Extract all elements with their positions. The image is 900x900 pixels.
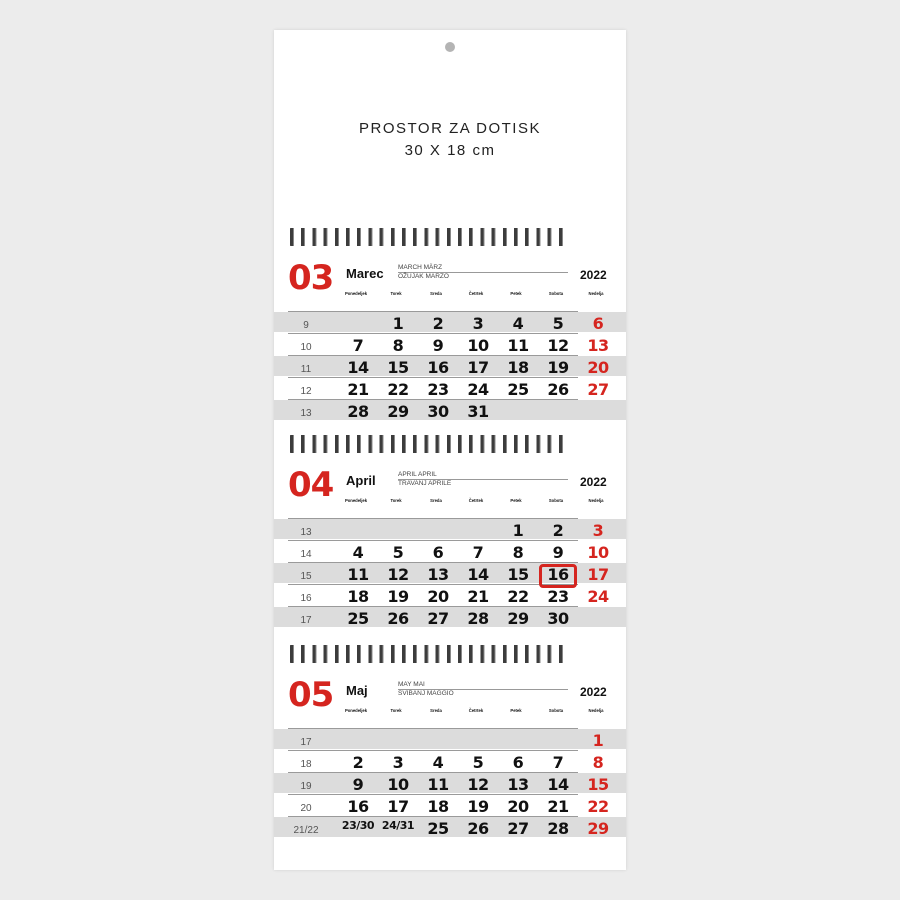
week-number: 18 bbox=[300, 759, 312, 770]
imprint-area bbox=[274, 118, 626, 162]
day-cell[interactable]: 15 bbox=[507, 565, 529, 584]
day-cell[interactable]: 19 bbox=[547, 358, 569, 377]
day-cell[interactable]: 22 bbox=[587, 797, 609, 816]
day-cell[interactable]: 27 bbox=[507, 819, 529, 838]
day-cell[interactable]: 13 bbox=[587, 336, 609, 355]
day-cell[interactable]: 31 bbox=[467, 402, 489, 421]
day-header-label: Sreda bbox=[430, 498, 442, 503]
day-cell[interactable]: 5 bbox=[392, 543, 404, 562]
day-header bbox=[456, 292, 496, 297]
day-cell[interactable]: 26 bbox=[467, 819, 489, 838]
day-cell[interactable]: 27 bbox=[587, 380, 609, 399]
day-header-label: Ponedeljek bbox=[344, 708, 368, 713]
day-cell[interactable]: 18 bbox=[347, 587, 369, 606]
day-header bbox=[536, 709, 576, 714]
day-cell[interactable]: 4 bbox=[352, 543, 364, 562]
day-header-label: Nedelja bbox=[588, 498, 604, 503]
day-cell[interactable]: 21 bbox=[547, 797, 569, 816]
day-cell[interactable]: 6 bbox=[592, 314, 604, 333]
row-divider bbox=[288, 606, 578, 607]
month-translations bbox=[398, 681, 568, 698]
day-header-label: Torek bbox=[390, 291, 402, 296]
week-number: 9 bbox=[303, 320, 309, 331]
day-cell[interactable]: 12 bbox=[387, 565, 409, 584]
day-cell[interactable]: 7 bbox=[552, 753, 564, 772]
highlight-marker bbox=[539, 564, 577, 588]
day-cell[interactable]: 2 bbox=[552, 521, 564, 540]
week-number: 16 bbox=[300, 593, 312, 604]
day-cell[interactable]: 24 bbox=[467, 380, 489, 399]
day-cell[interactable]: 9 bbox=[552, 543, 564, 562]
day-cell[interactable]: 28 bbox=[547, 819, 569, 838]
day-cell[interactable]: 9 bbox=[432, 336, 444, 355]
day-header-label: Četrtek bbox=[468, 291, 484, 296]
day-cell[interactable]: 16 bbox=[347, 797, 369, 816]
day-cell[interactable]: 17 bbox=[387, 797, 409, 816]
day-cell[interactable]: 8 bbox=[512, 543, 524, 562]
row-divider bbox=[288, 311, 578, 312]
day-cell[interactable]: 26 bbox=[547, 380, 569, 399]
month-panel-03 bbox=[274, 238, 626, 421]
day-header bbox=[536, 499, 576, 504]
week-number: 13 bbox=[300, 527, 312, 538]
day-cell[interactable]: 4 bbox=[512, 314, 524, 333]
day-header-label: Torek bbox=[390, 498, 402, 503]
day-header bbox=[496, 499, 536, 504]
day-header bbox=[376, 499, 416, 504]
row-divider bbox=[288, 750, 578, 751]
month-name: Maj bbox=[346, 683, 368, 698]
day-cell[interactable]: 5 bbox=[552, 314, 564, 333]
day-cell[interactable]: 13 bbox=[507, 775, 529, 794]
day-cell[interactable]: 1 bbox=[392, 314, 404, 333]
row-divider bbox=[288, 816, 578, 817]
week-number: 17 bbox=[300, 615, 312, 626]
day-cell[interactable]: 2 bbox=[352, 753, 364, 772]
day-header bbox=[416, 292, 456, 297]
day-cell[interactable]: 18 bbox=[507, 358, 529, 377]
day-cell[interactable]: 22 bbox=[507, 587, 529, 606]
month-translation-1: APRIL APRIL bbox=[398, 471, 568, 480]
day-header bbox=[416, 709, 456, 714]
month-number: 03 bbox=[288, 258, 334, 298]
year-label: 2022 bbox=[580, 475, 607, 489]
day-cell[interactable]: 14 bbox=[467, 565, 489, 584]
day-header-label: Četrtek bbox=[468, 708, 484, 713]
day-cell[interactable]: 1 bbox=[592, 731, 604, 750]
month-number: 05 bbox=[288, 675, 334, 715]
day-cell[interactable]: 15 bbox=[587, 775, 609, 794]
day-header bbox=[456, 709, 496, 714]
week-number: 13 bbox=[300, 408, 312, 419]
year-label: 2022 bbox=[580, 685, 607, 699]
day-cell[interactable]: 8 bbox=[592, 753, 604, 772]
month-translation-1: MAY MAI bbox=[398, 681, 568, 690]
week-number: 15 bbox=[300, 571, 312, 582]
day-header-label: Nedelja bbox=[588, 708, 604, 713]
day-cell[interactable]: 23 bbox=[427, 380, 449, 399]
day-cell[interactable]: 24 bbox=[587, 587, 609, 606]
day-header bbox=[456, 499, 496, 504]
month-panel-05 bbox=[274, 655, 626, 838]
spiral-binding bbox=[288, 435, 568, 453]
day-cell[interactable]: 12 bbox=[547, 336, 569, 355]
day-cell[interactable]: 18 bbox=[427, 797, 449, 816]
day-cell[interactable]: 29 bbox=[587, 819, 609, 838]
day-cell[interactable]: 23 bbox=[547, 587, 569, 606]
day-cell[interactable]: 3 bbox=[392, 753, 404, 772]
day-header-label: Ponedeljek bbox=[344, 291, 368, 296]
day-cell[interactable]: 4 bbox=[432, 753, 444, 772]
month-translation-2: OŽUJAK MARZO bbox=[398, 273, 449, 280]
day-header-label: Torek bbox=[390, 708, 402, 713]
day-cell[interactable]: 15 bbox=[387, 358, 409, 377]
day-cell[interactable]: 6 bbox=[432, 543, 444, 562]
month-translation-2: SVIBANJ MAGGIO bbox=[398, 690, 454, 697]
row-divider bbox=[288, 562, 578, 563]
day-cell[interactable]: 10 bbox=[587, 543, 609, 562]
month-name: April bbox=[346, 473, 376, 488]
day-cell[interactable]: 12 bbox=[467, 775, 489, 794]
day-header bbox=[536, 292, 576, 297]
spiral-binding bbox=[288, 645, 568, 663]
calendar-bottom-strip bbox=[274, 850, 626, 870]
day-cell[interactable]: 20 bbox=[427, 587, 449, 606]
row-divider bbox=[288, 728, 578, 729]
day-cell[interactable]: 17 bbox=[467, 358, 489, 377]
week-number: 10 bbox=[300, 342, 312, 353]
day-cell[interactable]: 22 bbox=[387, 380, 409, 399]
day-cell[interactable]: 11 bbox=[507, 336, 529, 355]
day-header bbox=[376, 292, 416, 297]
day-cell[interactable]: 26 bbox=[387, 609, 409, 628]
row-divider bbox=[288, 333, 578, 334]
row-divider bbox=[288, 794, 578, 795]
week-number: 12 bbox=[300, 386, 312, 397]
day-cell[interactable]: 16 bbox=[427, 358, 449, 377]
day-cell[interactable]: 28 bbox=[347, 402, 369, 421]
row-divider bbox=[288, 377, 578, 378]
day-header-label: Sreda bbox=[430, 291, 442, 296]
day-cell[interactable]: 29 bbox=[507, 609, 529, 628]
day-header-label: Petek bbox=[510, 498, 522, 503]
day-header bbox=[576, 499, 616, 504]
day-cell[interactable]: 28 bbox=[467, 609, 489, 628]
day-cell[interactable]: 30 bbox=[547, 609, 569, 628]
year-label: 2022 bbox=[580, 268, 607, 282]
day-cell[interactable]: 11 bbox=[427, 775, 449, 794]
day-header-label: Nedelja bbox=[588, 291, 604, 296]
day-cell[interactable]: 2 bbox=[432, 314, 444, 333]
week-number: 19 bbox=[300, 781, 312, 792]
day-cell[interactable]: 17 bbox=[587, 565, 609, 584]
day-cell[interactable]: 21 bbox=[347, 380, 369, 399]
day-header-label: Sobota bbox=[548, 498, 564, 503]
day-cell[interactable]: 5 bbox=[472, 753, 484, 772]
day-cell[interactable]: 29 bbox=[387, 402, 409, 421]
day-cell[interactable]: 30 bbox=[427, 402, 449, 421]
day-header-label: Četrtek bbox=[468, 498, 484, 503]
day-cell[interactable]: 20 bbox=[507, 797, 529, 816]
day-cell[interactable]: 7 bbox=[472, 543, 484, 562]
day-header-label: Ponedeljek bbox=[344, 498, 368, 503]
month-translations bbox=[398, 264, 568, 281]
day-cell[interactable]: 16 bbox=[547, 565, 569, 584]
day-header-label: Sobota bbox=[548, 708, 564, 713]
month-translation-1: MARCH MÄRZ bbox=[398, 264, 568, 273]
day-header-label: Sreda bbox=[430, 708, 442, 713]
day-header bbox=[336, 709, 376, 714]
day-header bbox=[336, 499, 376, 504]
day-cell[interactable]: 25 bbox=[427, 819, 449, 838]
day-cell[interactable]: 10 bbox=[387, 775, 409, 794]
month-number: 04 bbox=[288, 465, 334, 505]
row-divider bbox=[288, 399, 578, 400]
day-header bbox=[496, 709, 536, 714]
day-header-label: Sobota bbox=[548, 291, 564, 296]
row-divider bbox=[288, 584, 578, 585]
day-cell[interactable]: 7 bbox=[352, 336, 364, 355]
day-header bbox=[496, 292, 536, 297]
day-cell[interactable]: 3 bbox=[592, 521, 604, 540]
day-cell[interactable]: 8 bbox=[392, 336, 404, 355]
day-cell[interactable]: 23/30 bbox=[341, 819, 375, 832]
day-header-label: Petek bbox=[510, 708, 522, 713]
imprint-line-1: PROSTOR ZA DOTISK bbox=[359, 120, 541, 137]
day-cell[interactable]: 3 bbox=[472, 314, 484, 333]
month-name: Marec bbox=[346, 266, 384, 281]
day-cell[interactable]: 14 bbox=[347, 358, 369, 377]
week-number: 17 bbox=[300, 737, 312, 748]
day-cell[interactable]: 13 bbox=[427, 565, 449, 584]
day-cell[interactable]: 14 bbox=[547, 775, 569, 794]
row-divider bbox=[288, 772, 578, 773]
day-cell[interactable]: 25 bbox=[507, 380, 529, 399]
day-header-label: Petek bbox=[510, 291, 522, 296]
row-divider bbox=[288, 540, 578, 541]
hanging-hole bbox=[445, 42, 455, 52]
week-number: 11 bbox=[300, 364, 312, 375]
row-divider bbox=[288, 355, 578, 356]
week-number: 20 bbox=[300, 803, 312, 814]
day-cell[interactable]: 19 bbox=[387, 587, 409, 606]
row-divider bbox=[288, 518, 578, 519]
day-cell[interactable]: 10 bbox=[467, 336, 489, 355]
imprint-line-2: 30 X 18 cm bbox=[404, 142, 496, 159]
day-header bbox=[336, 292, 376, 297]
day-cell[interactable]: 11 bbox=[347, 565, 369, 584]
day-cell[interactable]: 24/31 bbox=[381, 819, 415, 832]
day-cell[interactable]: 6 bbox=[512, 753, 524, 772]
day-cell[interactable]: 27 bbox=[427, 609, 449, 628]
day-cell[interactable]: 25 bbox=[347, 609, 369, 628]
day-cell[interactable]: 19 bbox=[467, 797, 489, 816]
day-header bbox=[576, 292, 616, 297]
day-cell[interactable]: 1 bbox=[512, 521, 524, 540]
month-translations bbox=[398, 471, 568, 488]
week-number: 14 bbox=[300, 549, 312, 560]
day-cell[interactable]: 21 bbox=[467, 587, 489, 606]
spiral-binding bbox=[288, 228, 568, 246]
day-header bbox=[376, 709, 416, 714]
month-translation-2: TRAVANJ APRILE bbox=[398, 480, 452, 487]
day-cell[interactable]: 9 bbox=[352, 775, 364, 794]
week-number: 21/22 bbox=[293, 825, 319, 836]
day-cell[interactable]: 20 bbox=[587, 358, 609, 377]
day-header bbox=[576, 709, 616, 714]
day-header bbox=[416, 499, 456, 504]
month-panel-04 bbox=[274, 445, 626, 628]
